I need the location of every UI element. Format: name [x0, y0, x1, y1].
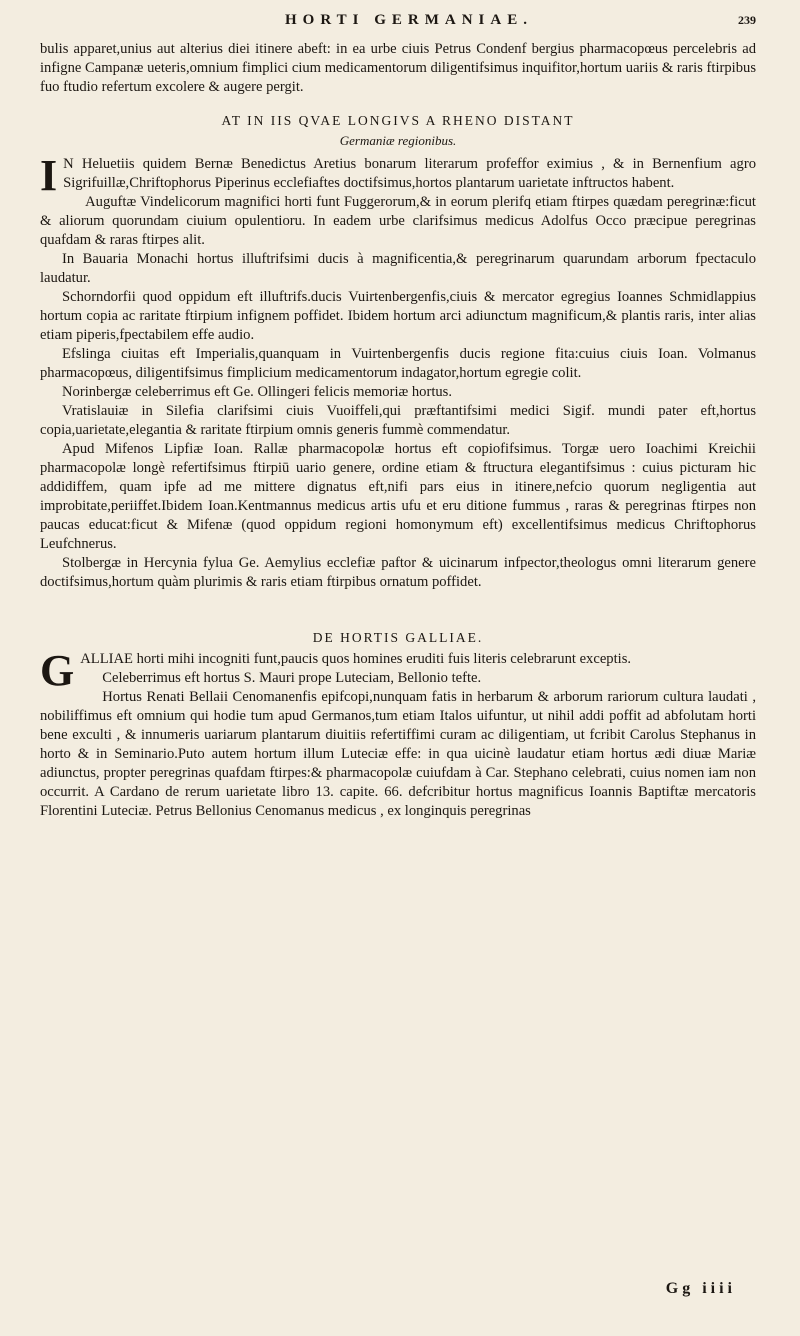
running-head — [40, 12, 756, 34]
paragraph-bavaria: In Bauaria Monachi hortus illuftrifsimi ducis à magnificentia,& peregrinarum quarundam arborum fpectaculo laudatur. — [40, 251, 756, 286]
paragraph-stolberg: Stolbergæ in Hercynia fylua Ge. Aemylius ecclefiæ paftor & uicinarum infpector,theologus omni literarum genere doctifsimus,hortum quàm plurimis & raris etiam ftirpibus ornatum poffidet. — [40, 555, 756, 590]
section-gap — [40, 592, 756, 614]
paragraph-nuremberg: Norinbergæ celeberrimus eft Ge. Ollingeri felicis memoriæ hortus. — [62, 384, 453, 400]
intro-paragraph: bulis apparet,unius aut alterius diei itinere abeft: in ea urbe ciuis Petrus Condenf bergius pharmacopœus percelebris ad infigne Campanæ ueteris,omnium fimplici cium medicamentorum diligentifsimus inquifitor,hortum uariis & raris ftirpibus fuo ftudio refertum excolere & augere pergit. — [40, 41, 756, 95]
signature-mark: Gg iiii — [665, 1280, 736, 1297]
paragraph-esslingen: Efslinga ciuitas eft Imperialis,quanquam in Vuirtenbergenfis ducis regione fita:cuius ciuis Ioan. Volmanus pharmacopœus, diligentifsimus fimplicium medicamentorum indagator,hortum egregie colit. — [40, 346, 756, 381]
paragraph-bellay: Hortus Renati Bellaii Cenomanenfis epifcopi,nunquam fatis in herbarum & arborum rariorum cultura laudati , nobiliffimus eft omnium qui hodie tum apud Germanos,tum etiam Italos uifuntur, ut nihil addi poffit ad abfolutam horti bene exculti , & innumeris uariarum plantarum diuitiis refertiffimi curam ac diligentiam, ut fcribit Carolus Stephanus in horto & in Seminario.Puto autem hortum illum Luteciæ effe: in qua uicinè laudatur etiam hortus ædi diuæ Mariæ adiunctus, propter peregrinas quafdam ftirpes:& pharmacopolæ cuiufdam à Car. Stephano celebrati, cuius nomen iam non occurrit. A Cardano de rerum uarietate libro 13. capite. 66. defcribitur hortus magnificus Ioannis Baptiftæ mercatoris Florentini Luteciæ. Petrus Bellonius Cenomanus medicus , ex longinquis peregrinas — [40, 689, 756, 819]
page-number: 239 — [738, 13, 756, 27]
running-head-title: HORTI GERMANIAE. — [285, 12, 533, 28]
drop-cap-i: I — [40, 151, 58, 200]
paragraph-schorndorf: Schorndorfii quod oppidum eft illuftrifs.ducis Vuirtenbergenfis,ciuis & mercator egregius Ioannes Schmidlappius hortum copia ac raritate ftirpium infignem poffidet. Ibidem hortum arci adiunctum magnificum,& plantis raris, inter alias etiam piperis,fpectabilem effe audio. — [40, 289, 756, 343]
paragraph-meissen: Apud Mifenos Lipfiæ Ioan. Rallæ pharmacopolæ hortus eft copiofifsimus. Torgæ uero Ioachimi Kreichii pharmacopolæ longè refertifsimus ftirpiū uario genere, ordine etiam & ftructura elegantifsimus : cuius picturam hic addidiffem, quam ipfe ad me mittere dignatus eft,nifi pars eius in itinere,nefcio quorum negligentia aut improbitate,periiffet.Ibidem Ioan.Kentmannus medicus artis ufu et eru ditione fummus , raras & peregrinas ftirpes non paucas educat:ficut & Mifenæ (quod oppidum regioni homonymum eft) excellentifsimus medicus Chriftophorus Leufchnerus. — [40, 441, 756, 552]
paragraph-augsburg: Auguftæ Vindelicorum magnifici horti funt Fuggerorum,& in eorum plerifq etiam ftirpes quædam peregrinæ:ficut & aliorum quorundam ciuium opulentioru. In eadem urbe clarifsimus medicus Adolfus Occo præcipue peregrinas quafdam & raras ftirpes alit. — [40, 194, 756, 248]
paragraph-breslau: Vratislauiæ in Silefia clarifsimi ciuis Vuoiffeli,qui præftantifsimi medici Sigif. mundi pater eft,hortus copia,uarietate,elegantia & raritate ftirpium omnis generis fummè commendatur. — [40, 403, 756, 438]
paragraph-helvetia-text: N Heluetiis quidem Bernæ Benedictus Aretius bonarum literarum profeffor eximius , & in Bernenfium agro Sigrifuillæ,Chriftophorus Piperinus ecclefiaftes doctifsimus,hortos plantarum uarietate inftructos habent. — [63, 156, 756, 191]
section-heading-germany: AT IN IIS QVAE LONGIVS A RHENO DISTANT — [221, 113, 575, 128]
section-subheading-germany: Germaniæ regionibus. — [339, 133, 457, 148]
paragraph-gallia-intro-text: ALLIAE horti mihi incogniti funt,paucis quos homines eruditi fuis literis celebrarunt exceptis. — [80, 651, 632, 667]
paragraph-saint-maur: Celeberrimus eft hortus S. Mauri prope Luteciam, Bellonio tefte. — [102, 670, 482, 686]
section-heading-gallia: DE HORTIS GALLIAE. — [312, 630, 484, 645]
drop-cap-g: G — [40, 646, 75, 695]
paragraph-helvetia — [40, 151, 756, 200]
